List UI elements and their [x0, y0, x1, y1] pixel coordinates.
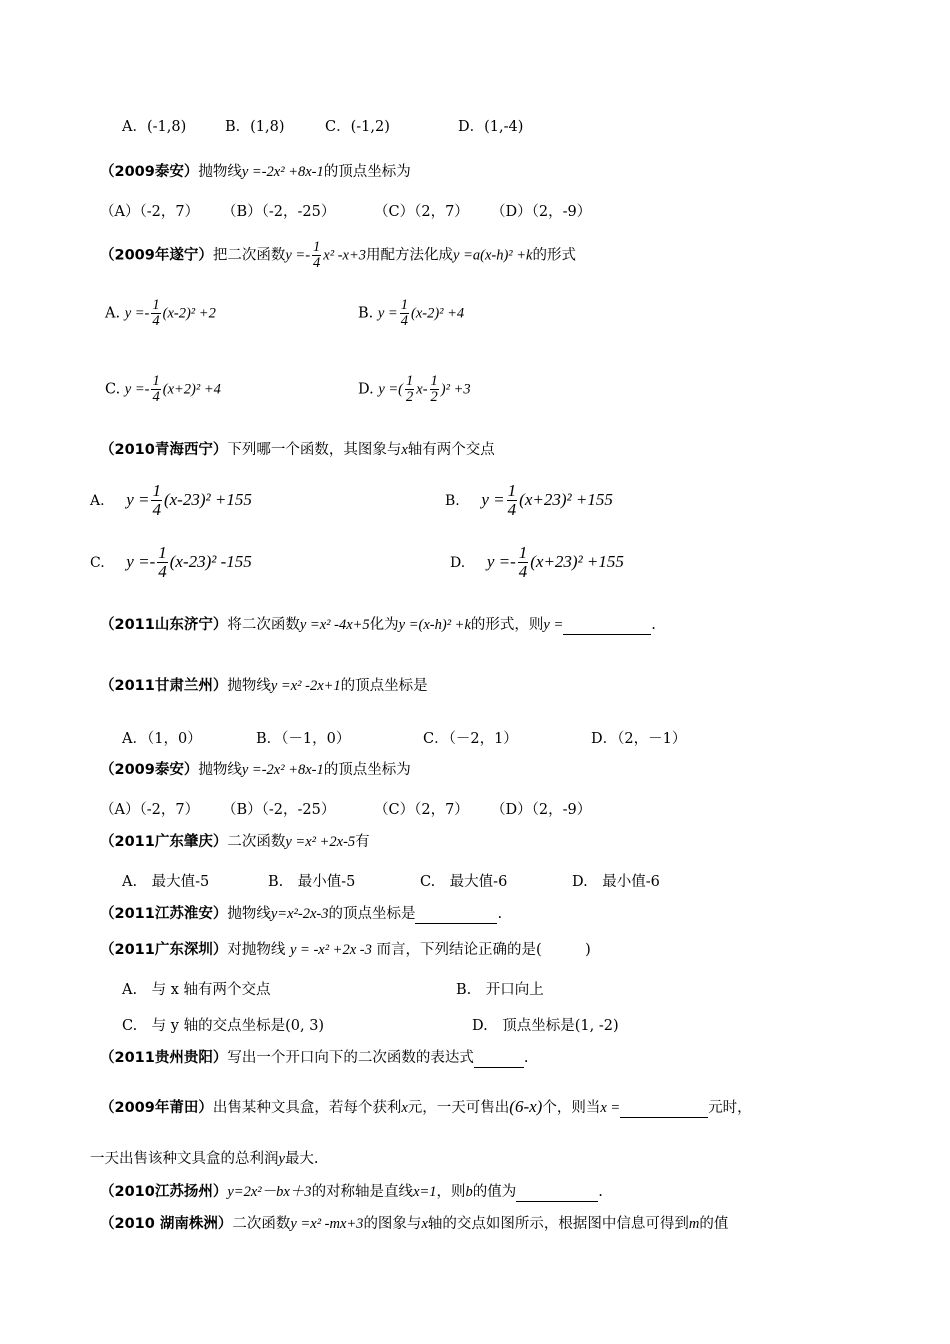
q6-source: （2011甘肃兰州）	[100, 678, 228, 694]
q7-option-c: （C）（2，7）	[374, 802, 469, 818]
q8-text-b: 有	[355, 834, 370, 850]
q6-option-d: D．（2，－1）	[591, 731, 687, 747]
q14-stem	[100, 1216, 728, 1233]
q3-option-a-numerator: 1	[152, 297, 160, 313]
q3-option-d-pre: y =(	[378, 381, 404, 398]
q6-text-b: 的顶点坐标是	[340, 678, 428, 694]
q3-option-d-denominator-1: 2	[406, 389, 414, 406]
q3-text-b: 用配方法化成	[366, 247, 454, 264]
q7-text-a: 抛物线	[198, 762, 242, 778]
q10-text-a: 对抛物线	[227, 942, 286, 958]
q11-answer-blank[interactable]	[474, 1050, 524, 1068]
q3-expression-pre: y =-	[285, 247, 311, 264]
q12-source: （2009年莆田）	[100, 1100, 213, 1116]
q9-text-b: 的顶点坐标是	[328, 906, 416, 922]
q1-option-b: B．(1,8)	[225, 119, 285, 135]
q8-option-a: A. 最大值-5	[122, 874, 210, 890]
q5-end: .	[651, 617, 656, 633]
q4-option-d-pre: y =-	[486, 551, 516, 571]
q12-variable-x: x	[401, 1100, 408, 1116]
q3-option-d-numerator-2: 1	[430, 373, 438, 389]
q12-text-c: 个，则当	[542, 1100, 601, 1116]
q1-option-d: D．(1,-4)	[458, 119, 524, 135]
q9-stem	[100, 906, 502, 924]
q7-text-b: 的顶点坐标为	[323, 762, 411, 778]
q12-expression: (6-x)	[509, 1097, 543, 1116]
q14-variable-x: x	[421, 1216, 428, 1232]
q3-option-a-pre: y =-	[124, 305, 150, 322]
q3-option-a-denominator: 4	[152, 313, 160, 330]
q2-source: （2009泰安）	[100, 164, 199, 180]
q11-text-a: 写出一个开口向下的二次函数的表达式	[227, 1050, 474, 1066]
q4-option-d-fraction	[518, 544, 529, 581]
q6-option-c: C．（－2，1）	[423, 731, 518, 747]
q5-expression: y =x² -4x+5	[299, 617, 370, 633]
q4-option-d	[450, 544, 624, 581]
q4-option-c-numerator: 1	[158, 543, 167, 562]
q4-option-c-denominator: 4	[158, 561, 167, 581]
q8-stem	[100, 834, 370, 851]
q3-target-form: y =a(x-h)² +k	[453, 247, 533, 264]
q5-text-c: 的形式，则	[470, 617, 544, 633]
q3-option-b-denominator: 4	[400, 313, 408, 330]
q4-option-c-pre: y =-	[126, 551, 156, 571]
q3-fraction-denominator: 4	[313, 255, 321, 272]
q10-option-a: A. 与 x 轴有两个交点	[122, 982, 271, 998]
q4-option-b-label: B.	[445, 492, 460, 509]
q12-answer-lhs: x =	[600, 1100, 621, 1116]
q4-text-b: 轴有两个交点	[407, 442, 495, 458]
q7-option-d: （D）（2，-9）	[491, 802, 592, 818]
q13-text-c: 的值为	[472, 1184, 517, 1200]
q13-axis: x=1	[413, 1184, 437, 1200]
q3-option-c-denominator: 4	[152, 389, 160, 406]
q5-target-form: y =(x-h)² +k	[398, 617, 471, 633]
q4-option-a	[90, 482, 252, 519]
q2-text-a: 抛物线	[198, 164, 242, 180]
q12-text-d: 元时，	[708, 1100, 752, 1116]
q1-option-c: C．(-1,2)	[325, 119, 390, 135]
q13-expression: y=2x²－bx＋3	[227, 1184, 312, 1200]
q3-option-d-numerator-1: 1	[406, 373, 414, 389]
q8-expression: y =x² +2x-5	[285, 834, 356, 850]
q11-end: .	[523, 1050, 529, 1066]
q4-option-a-pre: y =	[126, 489, 150, 509]
q3-option-c	[105, 374, 221, 405]
q3-option-a-post: (x-2)² +2	[162, 305, 216, 322]
q13-answer-blank[interactable]	[516, 1184, 598, 1202]
q8-option-b: B. 最小值-5	[268, 874, 356, 890]
q3-fraction	[312, 240, 321, 271]
q4-option-c-post: (x-23)² -155	[169, 551, 252, 571]
q12-text-a: 出售某种文具盒，若每个获利	[212, 1100, 402, 1116]
q3-option-b-label: B.	[358, 305, 374, 322]
q3-option-c-post: (x+2)² +4	[162, 381, 221, 398]
q3-option-d-mid: x-	[416, 381, 428, 398]
q4-source: （2010青海西宁）	[100, 442, 228, 458]
q2-option-a: （A）（-2，7）	[100, 204, 200, 220]
q7-expression: y =-2x² +8x-1	[241, 762, 324, 778]
q3-text-c: 的形式	[532, 247, 576, 264]
q8-option-c: C. 最大值-6	[420, 874, 508, 890]
q4-option-d-denominator: 4	[518, 561, 528, 581]
q12-line2-text-a: 一天出售该种文具盒的总利润	[90, 1151, 279, 1167]
q3-option-c-label: C.	[105, 381, 121, 398]
q5-text-a: 将二次函数	[227, 617, 300, 633]
q10-source: （2011广东深圳）	[100, 942, 228, 958]
q11-stem	[100, 1050, 528, 1068]
q14-expression: y =x² -mx+3	[290, 1216, 364, 1232]
q3-fraction-numerator: 1	[313, 239, 321, 255]
q3-option-d-post: )² +3	[440, 381, 471, 398]
q4-option-c	[90, 544, 252, 581]
q14-text-d: 的值	[699, 1216, 729, 1232]
q2-option-b: （B）（-2，-25）	[222, 204, 336, 220]
q12-variable-y: y	[278, 1151, 285, 1167]
q4-option-d-post: (x+23)² +155	[530, 551, 624, 571]
q5-source: （2011山东济宁）	[100, 617, 228, 633]
q3-option-b-numerator: 1	[400, 297, 408, 313]
q4-option-a-post: (x-23)² +155	[163, 489, 252, 509]
q6-expression: y =x² -2x+1	[270, 678, 341, 694]
q12-text-b: 元，一天可售出	[407, 1100, 510, 1116]
q9-text-a: 抛物线	[227, 906, 271, 922]
q8-option-d: D. 最小值-6	[572, 874, 660, 890]
q13-stem	[100, 1184, 603, 1202]
q4-option-c-fraction	[157, 544, 168, 581]
q12-stem-line2	[90, 1151, 319, 1168]
q10-stem	[100, 942, 591, 959]
q5-answer-lhs: y =	[543, 617, 564, 633]
q4-option-c-label: C.	[90, 554, 105, 571]
q14-variable-m: m	[688, 1216, 700, 1232]
q14-text-a: 二次函数	[232, 1216, 291, 1232]
q3-option-d-fraction-1	[405, 374, 414, 405]
q3-option-c-fraction	[151, 374, 160, 405]
q2-option-d: （D）（2，-9）	[491, 204, 592, 220]
q10-text-b: 而言，下列结论正确的是( )	[376, 942, 591, 958]
q3-stem	[100, 240, 576, 271]
q3-source: （2009年遂宁）	[100, 247, 213, 264]
q9-expression: y=x²-2x-3	[270, 906, 329, 922]
q10-option-d: D. 顶点坐标是(1, -2)	[472, 1018, 619, 1034]
q3-option-c-pre: y =-	[124, 381, 150, 398]
q1-option-a: A．(-1,8)	[122, 119, 187, 135]
q4-stem	[100, 442, 495, 459]
q11-source: （2011贵州贵阳）	[100, 1050, 228, 1066]
q4-option-b-post: (x+23)² +155	[519, 489, 613, 509]
q7-option-a: （A）（-2，7）	[100, 802, 200, 818]
q3-option-a-fraction	[151, 298, 160, 329]
q4-option-a-numerator: 1	[152, 481, 161, 500]
q6-option-a: A．（1，0）	[122, 731, 202, 747]
q5-text-b: 化为	[369, 617, 399, 633]
q5-answer-blank[interactable]	[563, 617, 651, 635]
q4-variable: x	[401, 442, 408, 458]
q4-option-b-pre: y =	[481, 489, 505, 509]
q3-option-a	[105, 298, 216, 329]
q3-option-d	[358, 374, 471, 405]
q4-option-d-numerator: 1	[518, 543, 528, 562]
q12-line2-text-b: 最大.	[284, 1151, 319, 1167]
q7-stem	[100, 762, 411, 779]
q2-text-b: 的顶点坐标为	[323, 164, 411, 180]
q8-text-a: 二次函数	[227, 834, 286, 850]
q3-option-b-post: (x-2)² +4	[410, 305, 465, 322]
q4-option-b	[445, 482, 613, 519]
q2-option-c: （C）（2，7）	[374, 204, 469, 220]
q10-option-b: B. 开口向上	[456, 982, 544, 998]
q3-option-d-denominator-2: 2	[430, 389, 438, 406]
q3-text-a: 把二次函数	[212, 247, 286, 264]
q4-option-a-fraction	[151, 482, 162, 519]
q14-text-c: 轴的交点如图所示，根据图中信息可得到	[427, 1216, 689, 1232]
q4-option-b-fraction	[507, 482, 518, 519]
q13-text-a: 的对称轴是直线	[311, 1184, 414, 1200]
q3-expression-post: x² -x+3	[323, 247, 367, 264]
q14-source: （2010 湖南株洲）	[100, 1216, 233, 1232]
q9-source: （2011江苏淮安）	[100, 906, 228, 922]
q4-option-d-label: D.	[450, 554, 466, 571]
q8-source: （2011广东肇庆）	[100, 834, 228, 850]
q4-option-b-denominator: 4	[507, 499, 517, 519]
q6-option-b: B．（－1，0）	[256, 731, 351, 747]
q7-source: （2009泰安）	[100, 762, 199, 778]
q13-variable-b: b	[465, 1184, 473, 1200]
q9-end: .	[497, 906, 503, 922]
q13-text-b: ，则	[436, 1184, 466, 1200]
q2-stem	[100, 164, 411, 181]
q3-option-c-numerator: 1	[152, 373, 160, 389]
q4-option-a-denominator: 4	[152, 499, 161, 519]
q2-expression: y =-2x² +8x-1	[241, 164, 324, 180]
q10-option-c: C. 与 y 轴的交点坐标是(0, 3)	[122, 1018, 325, 1034]
q4-option-b-numerator: 1	[507, 481, 517, 500]
q6-text-a: 抛物线	[227, 678, 271, 694]
q5-stem	[100, 617, 656, 635]
q9-answer-blank[interactable]	[415, 906, 497, 924]
q3-option-b-pre: y =	[377, 305, 398, 322]
q6-stem	[100, 678, 428, 695]
q13-end: .	[598, 1184, 603, 1200]
q3-option-d-fraction-2	[430, 374, 439, 405]
q4-option-a-label: A.	[90, 492, 105, 509]
q3-option-d-label: D.	[358, 381, 374, 398]
q14-text-b: 的图象与	[363, 1216, 422, 1232]
q3-option-a-label: A.	[105, 305, 121, 322]
q7-option-b: （B）（-2，-25）	[222, 802, 336, 818]
q13-source: （2010江苏扬州）	[100, 1184, 228, 1200]
q10-expression: y = -x² +2x -3	[289, 942, 372, 958]
q4-text-a: 下列哪一个函数，其图象与	[227, 442, 402, 458]
q12-answer-blank[interactable]	[620, 1100, 708, 1118]
q3-option-b	[358, 298, 464, 329]
q3-option-b-fraction	[400, 298, 409, 329]
q12-stem	[100, 1097, 752, 1118]
